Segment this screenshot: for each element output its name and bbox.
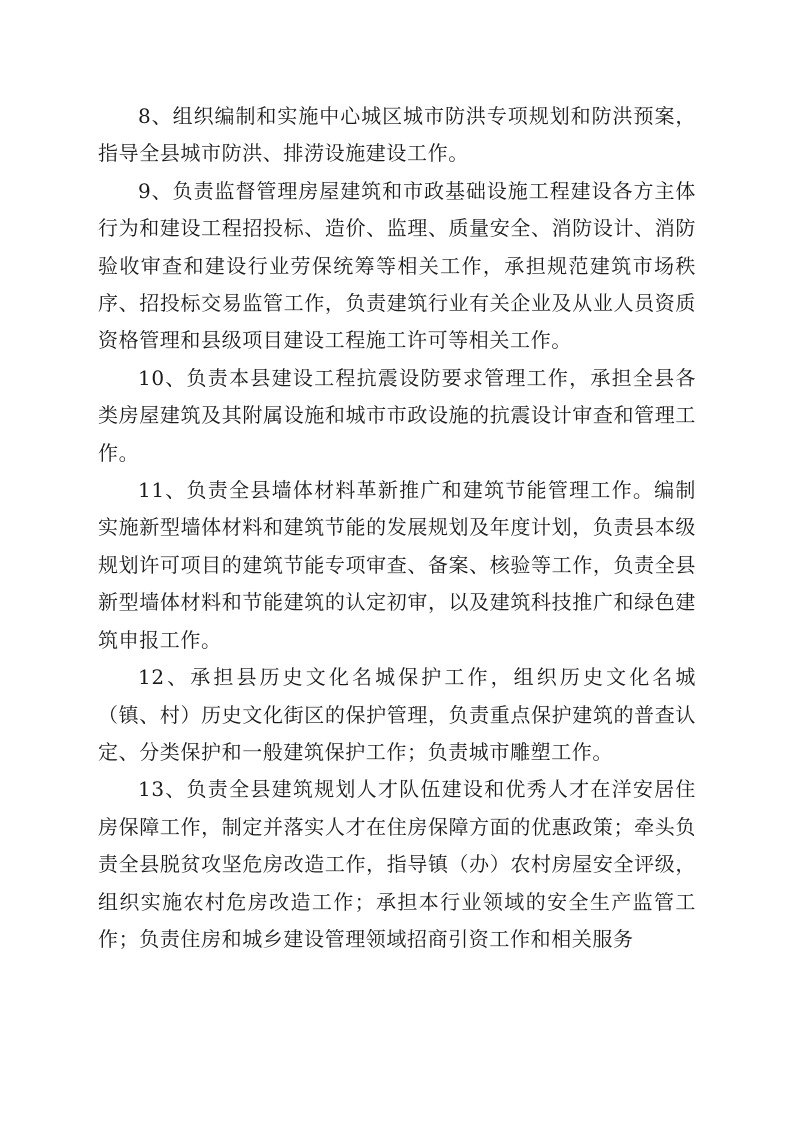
document-body: [98, 98, 696, 958]
paragraph-item-9: 9、负责监督管理房屋建筑和市政基础设施工程建设各方主体行为和建设工程招投标、造价、监理、质量安全、消防设计、消防验收审查和建设行业劳保统筹等相关工作，承担规范建筑市场秩序、招投标交易监管工作，负责建筑行业有关企业及从业人员资质资格管理和县级项目建设工程施工许可等相关工作。: [98, 178, 696, 353]
paragraph-item-8: 8、组织编制和实施中心城区城市防洪专项规划和防洪预案，指导全县城市防洪、排涝设施建设工作。: [98, 104, 696, 166]
paragraph-item-10: 10、负责本县建设工程抗震设防要求管理工作，承担全县各类房屋建筑及其附属设施和城市市政设施的抗震设计审查和管理工作。: [98, 365, 696, 465]
paragraph-item-13: 13、负责全县建筑规划人才队伍建设和优秀人才在洋安居住房保障工作，制定并落实人才在住房保障方面的优惠政策；牵头负责全县脱贫攻坚危房改造工作，指导镇（办）农村房屋安全评级，组织实施农村危房改造工作；承担本行业领域的安全生产监管工作；负责住房和城乡建设管理领域招商引资工作和相关服务: [98, 777, 696, 951]
paragraph-item-12: 12、承担县历史文化名城保护工作，组织历史文化名城（镇、村）历史文化街区的保护管理，负责重点保护建筑的普查认定、分类保护和一般建筑保护工作；负责城市雕塑工作。: [98, 665, 696, 764]
paragraph-item-11: 11、负责全县墙体材料革新推广和建筑节能管理工作。编制实施新型墙体材料和建筑节能的发展规划及年度计划，负责县本级规划许可项目的建筑节能专项审查、备案、核验等工作，负责全县新型墙体材料和节能建筑的认定初审，以及建筑科技推广和绿色建筑申报工作。: [98, 478, 696, 652]
